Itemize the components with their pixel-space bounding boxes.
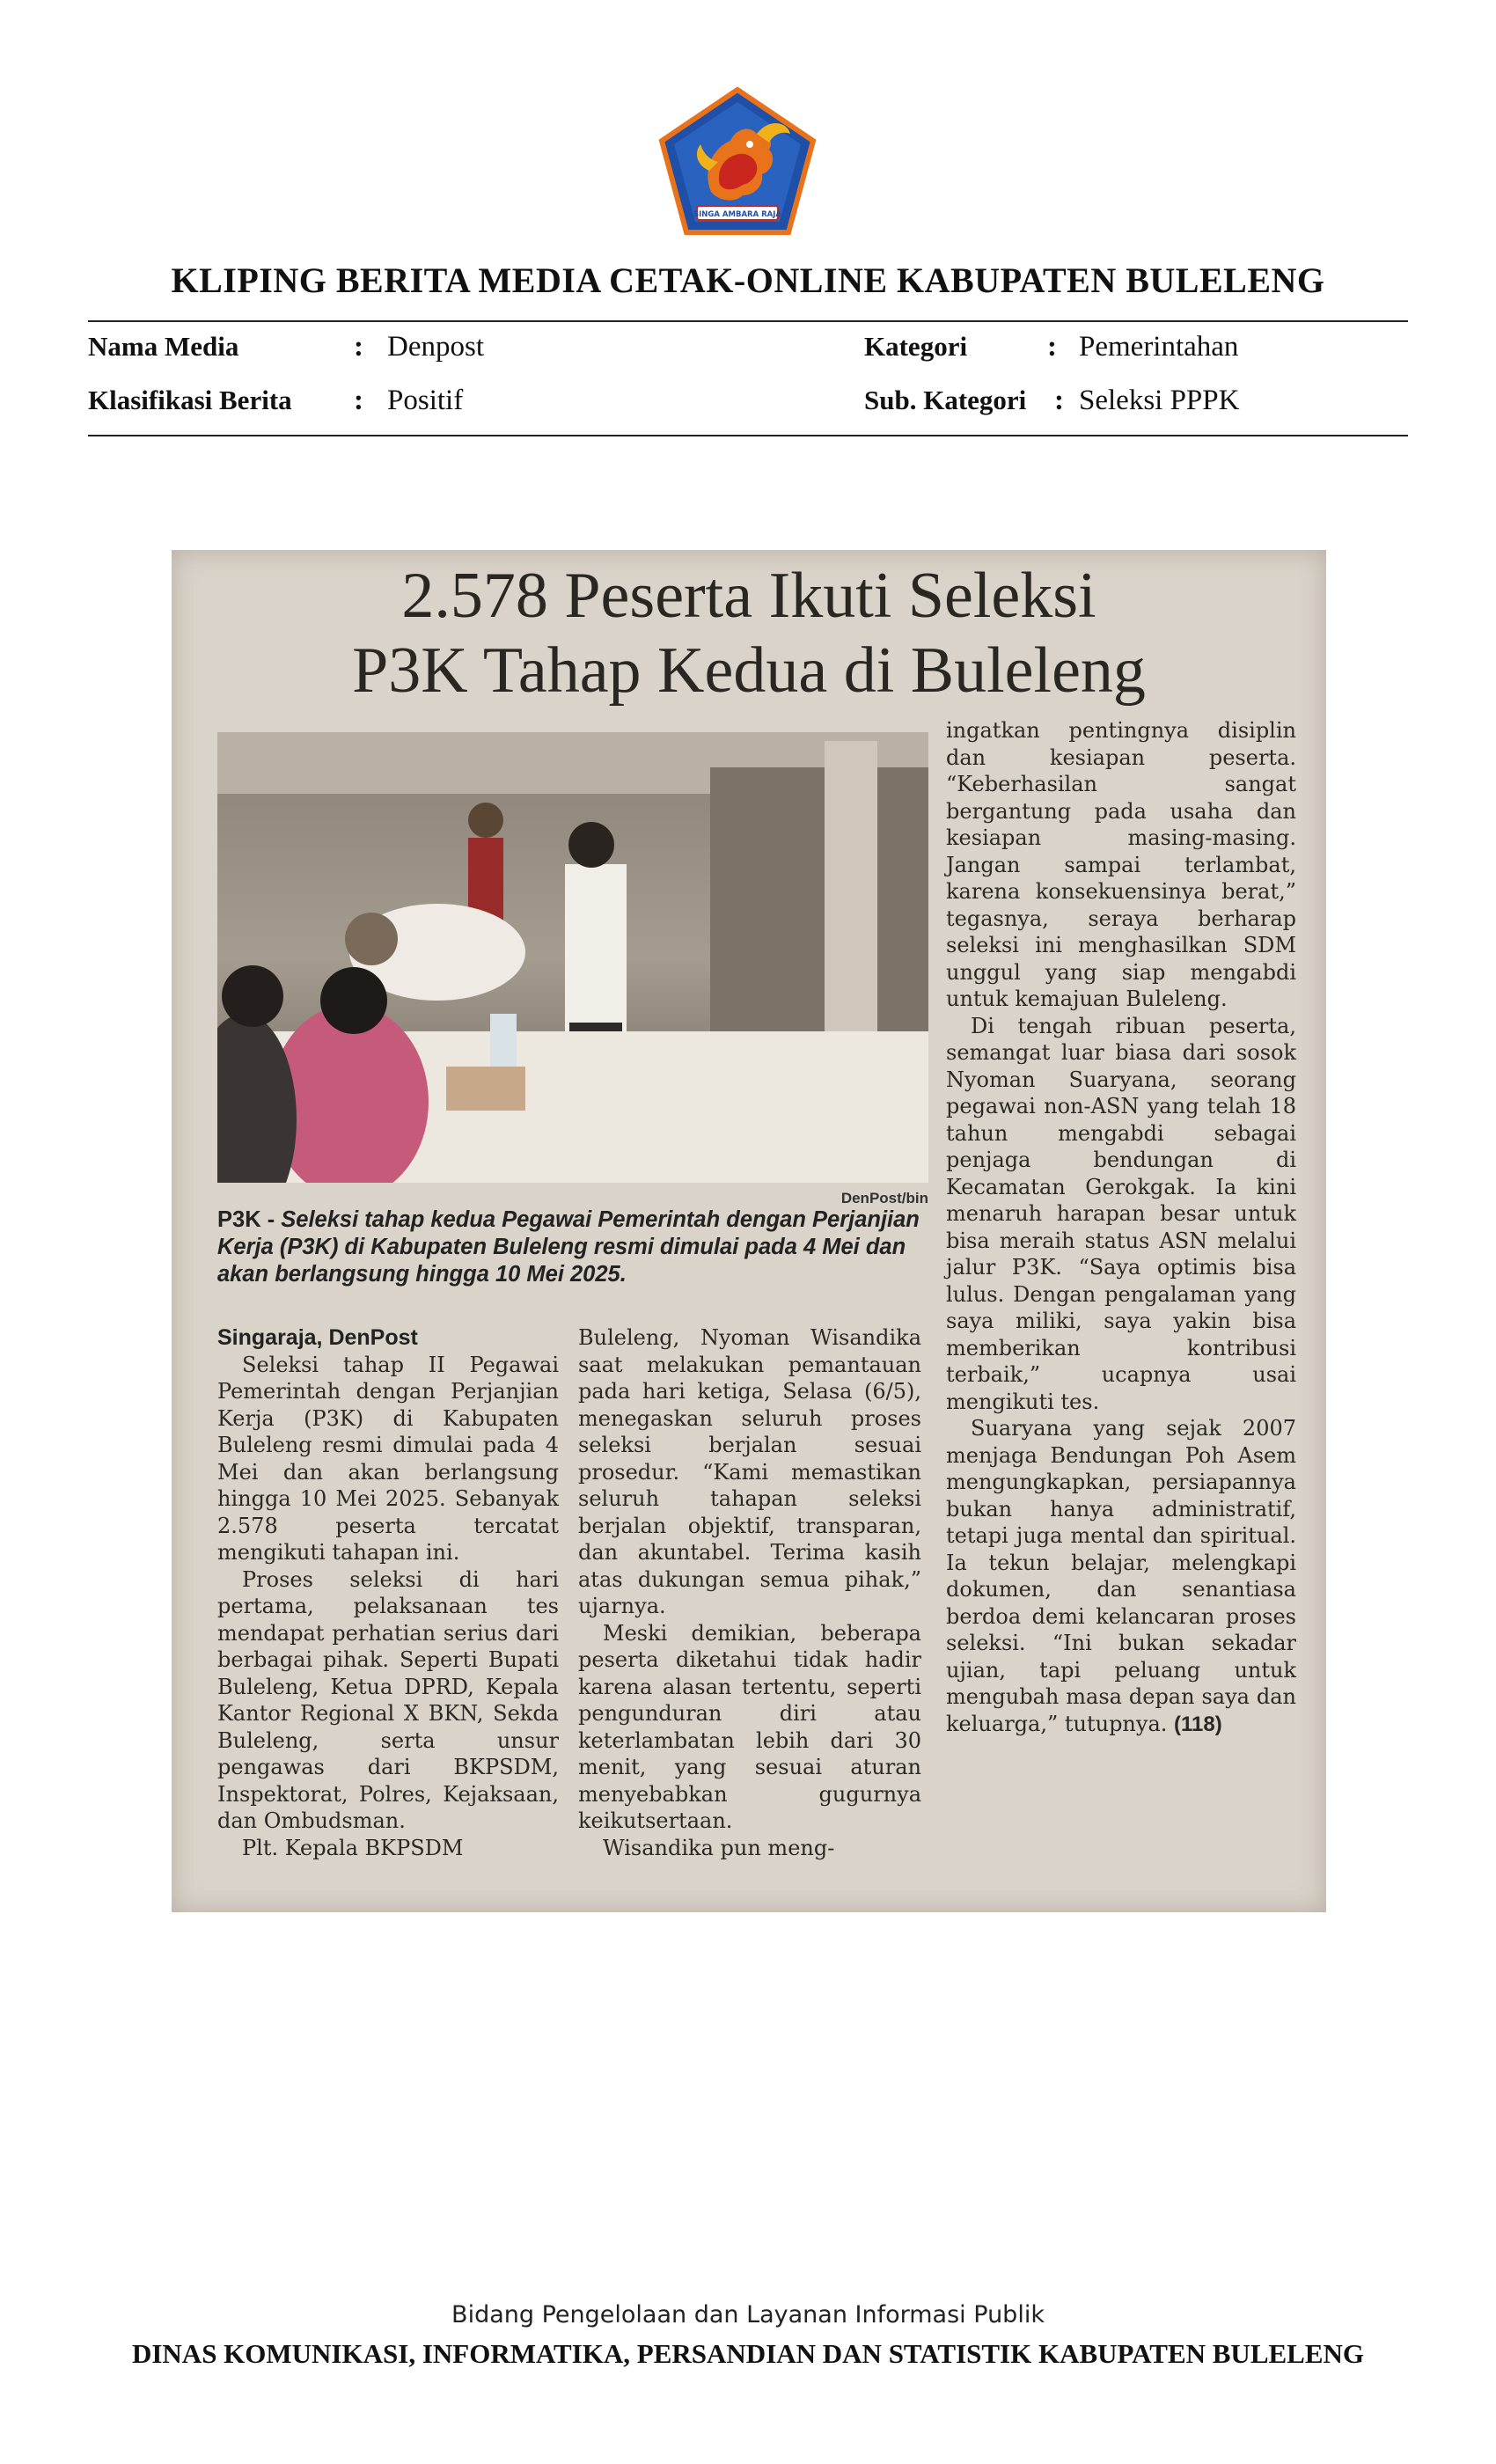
article-headline-line2: P3K Tahap Kedua di Buleleng bbox=[352, 634, 1146, 707]
subcategory-colon: : bbox=[1054, 385, 1064, 416]
header-divider-bottom bbox=[88, 435, 1408, 436]
subcategory-value: Seleksi PPPK bbox=[1079, 385, 1240, 416]
classification-label: Klasifikasi Berita bbox=[88, 385, 292, 415]
article-paragraph: Buleleng, Nyoman Wisandika saat melakukan pemantauan pada hari ketiga, Selasa (6/5), menegaskan seluruh proses seleksi berjalan sesuai prosedur. “Kami memastikan seluruh tahapan seleksi berjalan objektif, transparan, dan akuntabel. Terima kasih atas dukungan semua pihak,” ujarnya. bbox=[578, 1325, 921, 1618]
article-paragraph bbox=[946, 1415, 1296, 1738]
page-title: KLIPING BERITA MEDIA CETAK-ONLINE KABUPATEN BULELENG bbox=[171, 260, 1325, 300]
category-label: Kategori bbox=[864, 331, 968, 362]
article-column-3 bbox=[946, 717, 1296, 1738]
media-name-value: Denpost bbox=[387, 331, 484, 363]
article-headline-line1: 2.578 Peserta Ikuti Seleksi bbox=[401, 560, 1096, 632]
article-paragraph: Plt. Kepala BKPSDM bbox=[242, 1835, 464, 1860]
article-column-2 bbox=[578, 1324, 921, 1861]
footer-agency: DINAS KOMUNIKASI, INFORMATIKA, PERSANDIAN DAN STATISTIK KABUPATEN BULELENG bbox=[131, 2338, 1365, 2369]
caption-lead: P3K - bbox=[217, 1207, 275, 1232]
buleleng-emblem-logo bbox=[658, 86, 817, 236]
header-divider-top bbox=[88, 320, 1408, 322]
classification-value: Positif bbox=[387, 385, 464, 416]
article-paragraph: Seleksi tahap II Pegawai Pemerintah dengan Perjanjian Kerja (P3K) di Kabupaten Buleleng resmi dimulai pada 4 Mei dan akan berlangsung hingga 10 Mei 2025. Sebanyak 2.578 peserta tercatat mengikuti tahapan ini. bbox=[217, 1352, 559, 1565]
article-paragraph: Proses seleksi di hari pertama, pelaksanaan tes mendapat perhatian serius dari berbagai pihak. Seperti Bupati Buleleng, Ketua DPRD, Kepala Kantor Regional X BKN, Sekda Buleleng, serta unsur pengawas dari BKPSDM, Inspektorat, Polres, Kejaksaan, dan Ombudsman. bbox=[217, 1566, 559, 1833]
article-paragraph: ingatkan pentingnya disiplin dan kesiapan peserta. “Keberhasilan sangat bergantung pada usaha dan kesiapan masing-masing. Jangan sampai terlambat, karena konsekuensinya berat,” tegasnya, seraya berharap seleksi ini menghasilkan SDM unggul yang siap mengabdi untuk kemajuan Buleleng. bbox=[946, 718, 1296, 1011]
category-colon: : bbox=[1047, 331, 1057, 363]
article-end-mark: (118) bbox=[1174, 1712, 1222, 1736]
classification-colon: : bbox=[354, 385, 363, 416]
article-paragraph-text: Suaryana yang sejak 2007 menjaga Bendungan Poh Asem mengungkapkan, persiapannya bukan hanya administratif, tetapi juga mental dan spiritual. Ia tekun belajar, melengkapi dokumen, dan senantiasa berdoa demi kelancaran proses seleksi. “Ini bukan sekadar ujian, tapi peluang untuk mengubah masa depan saya dan keluarga,” tutupnya. bbox=[946, 1416, 1296, 1736]
media-name-label: Nama Media bbox=[88, 331, 239, 362]
subcategory-label: Sub. Kategori bbox=[864, 385, 1027, 415]
caption-text: Seleksi tahap kedua Pegawai Pemerintah dengan Perjanjian Kerja (P3K) di Kabupaten Buleleng resmi dimulai pada 4 Mei dan akan berlangsung hingga 10 Mei 2025. bbox=[217, 1207, 920, 1287]
article-photo bbox=[217, 732, 928, 1183]
logo-motto: SINGA AMBARA RAJA bbox=[693, 210, 781, 219]
media-name-colon: : bbox=[354, 331, 363, 363]
footer-division: Bidang Pengelolaan dan Layanan Informasi Publik bbox=[451, 2301, 1045, 2328]
category-value: Pemerintahan bbox=[1079, 331, 1239, 363]
article-paragraph: Meski demikian, beberapa peserta diketahui tidak hadir karena alasan tertentu, seperti pengunduran diri atau keterlambatan lebih dari 30 menit, yang sesuai aturan menyebabkan gugurnya keikutsertaan. bbox=[578, 1620, 921, 1833]
photo-caption bbox=[217, 1206, 928, 1288]
photo-credit: DenPost/bin bbox=[840, 1190, 928, 1206]
article-paragraph: Di tengah ribuan peserta, semangat luar biasa dari sosok Nyoman Suaryana, seorang pegawai non-ASN yang telah 18 tahun mengabdi sebagai penjaga bendungan di Kecamatan Gerokgak. Ia kini menaruh harapan besar untuk bisa meraih status ASN melalui jalur P3K. “Saya optimis bisa lulus. Dengan pengalaman yang saya miliki, saya yakin bisa memberikan kontribusi terbaik,” ucapnya usai mengikuti tes. bbox=[946, 1013, 1296, 1414]
article-dateline: Singaraja, DenPost bbox=[217, 1325, 418, 1350]
newspaper-clipping bbox=[172, 550, 1326, 1912]
article-paragraph: Wisandika pun meng- bbox=[603, 1835, 835, 1860]
article-column-1 bbox=[217, 1324, 559, 1861]
